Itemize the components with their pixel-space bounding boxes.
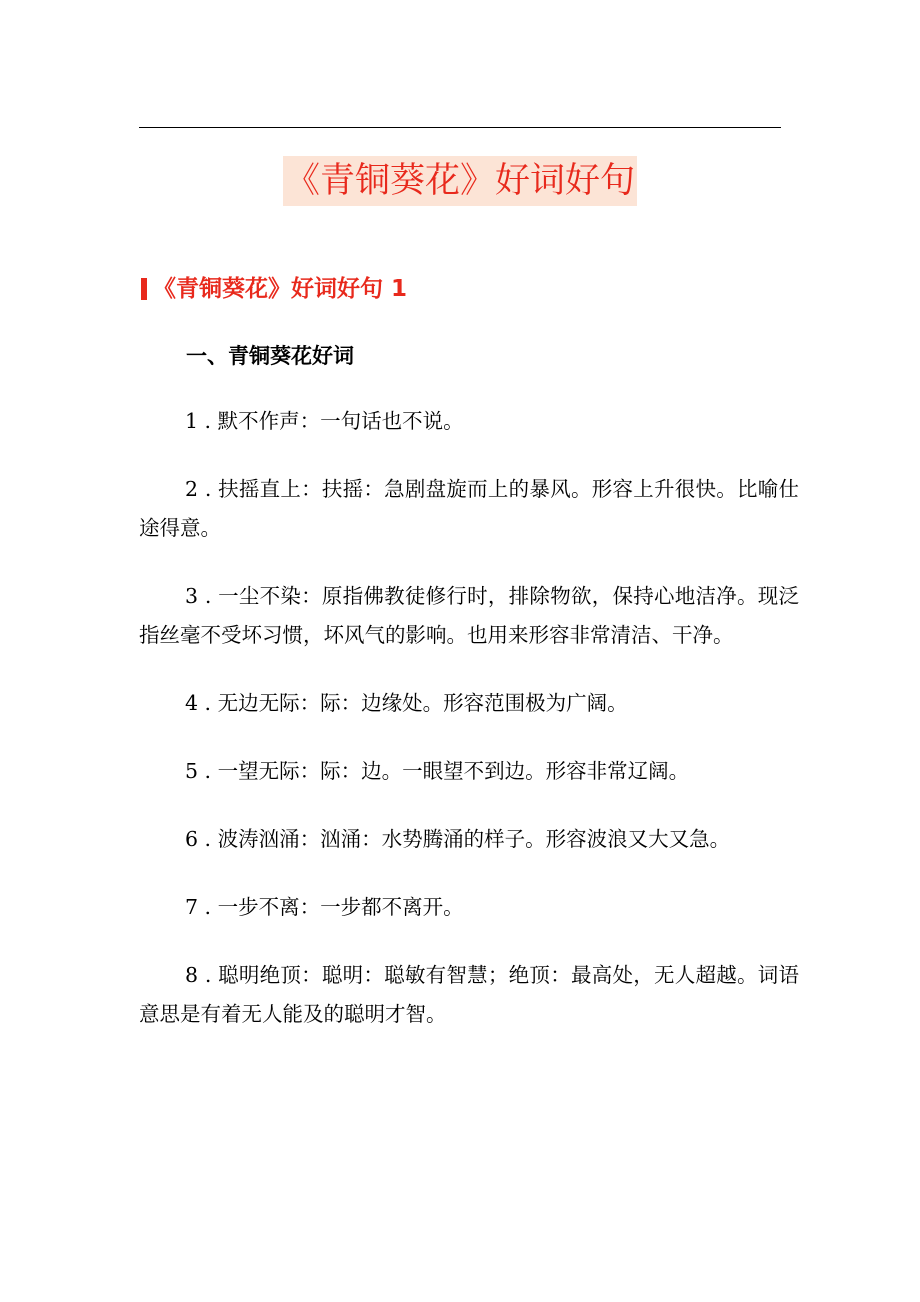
section-heading <box>141 272 407 306</box>
list-item: 5 . 一望无际：际：边。一眼望不到边。形容非常辽阔。 <box>185 759 690 783</box>
title-container <box>0 156 920 206</box>
document-title: 《青铜葵花》好词好句 <box>283 156 637 206</box>
list-item: 3 . 一尘不染：原指佛教徒修行时，排除物欲，保持心地洁净。现泛指丝毫不受坏习惯，坏风气的影响。也用来形容非常清洁、干净。 <box>139 584 799 647</box>
list-item: 8 . 聪明绝顶：聪明：聪敏有智慧；绝顶：最高处，无人超越。词语意思是有着无人能及的聪明才智。 <box>139 963 799 1026</box>
list-item: 4 . 无边无际：际：边缘处。形容范围极为广阔。 <box>185 691 628 715</box>
section-heading-text: 《青铜葵花》好词好句 1 <box>153 276 408 302</box>
list-item: 2 . 扶摇直上：扶摇：急剧盘旋而上的暴风。形容上升很快。比喻仕途得意。 <box>139 477 799 540</box>
list-item: 7 . 一步不离：一步都不离开。 <box>185 895 464 919</box>
list-item: 1 . 默不作声：一句话也不说。 <box>185 409 464 433</box>
word-list <box>139 402 799 1063</box>
section-marker-bar <box>141 278 147 300</box>
list-item: 6 . 波涛汹涌：汹涌：水势腾涌的样子。形容波浪又大又急。 <box>185 827 731 851</box>
top-rule <box>139 127 781 128</box>
subheading: 一、青铜葵花好词 <box>186 344 354 368</box>
